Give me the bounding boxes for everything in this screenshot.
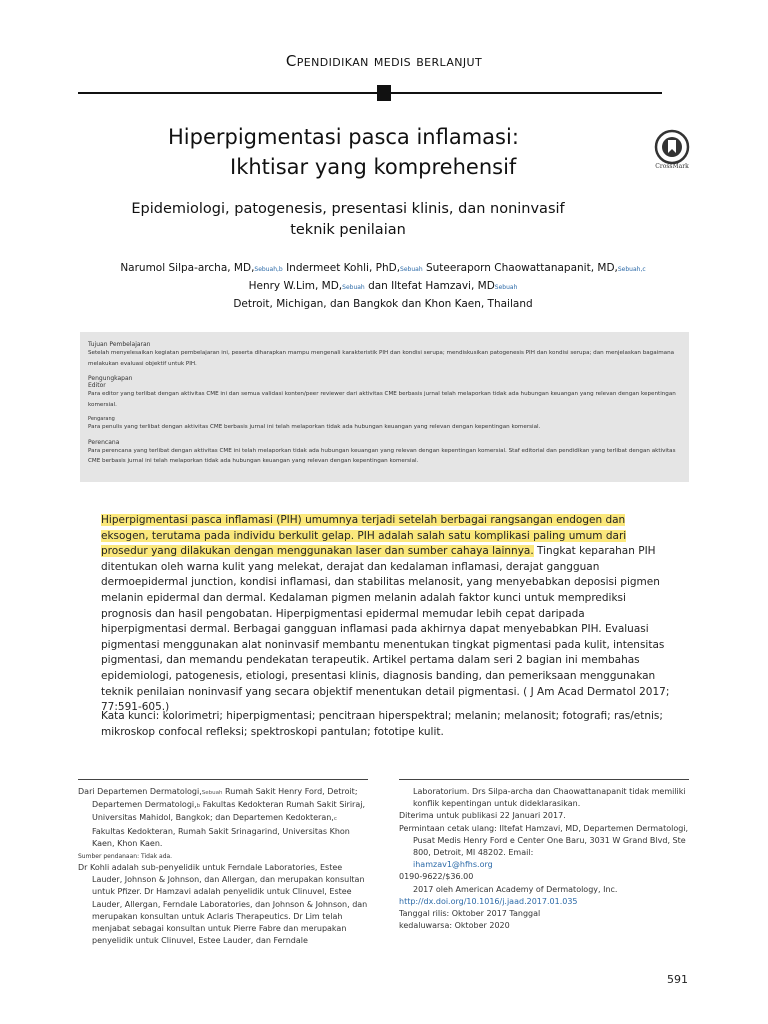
crossmark-label: CrossMark	[655, 163, 689, 170]
page-number: 591	[667, 973, 688, 986]
author-line-2	[78, 278, 688, 296]
subtitle-line-1: Epidemiologi, patogenesis, presentasi klinis, dan noninvasif	[131, 201, 565, 217]
planners-text: Para perencana yang terlibat dengan aktivitas CME ini telah melaporkan tidak ada hubungan keuangan yang relevan dengan kepentingan komersial. Staf editorial dan pendidikan yang terlibat dengan aktivitas CME berbasis jurnal ini telah melaporkan tidak ada hubungan keuangan yang relevan dengan kepentingan komersial.	[88, 447, 676, 464]
author-name: Suteeraporn Chaowattanapanit, MD,	[422, 262, 618, 274]
abstract-text: Tingkat keparahan PIH ditentukan oleh warna kulit yang melekat, derajat dan kedalaman inflamasi, derajat gangguan dermoepidermal junction, kondisi inflamasi, dan stabilitas melanosit, yang menyebabkan deposisi pigmen melanin epidermal dan dermal. Kedalaman pigmen melanin adalah faktor kunci untuk memprediksi prognosis dan hasil pengobatan. Hiperpigmentasi epidermal memudar lebih cepat daripada hiperpigmentasi dermal. Berbagai gangguan inflamasi pada akhirnya dapat menyebabkan PIH. Evaluasi pigmentasi menggunakan alat noninvasif membantu menentukan tingkat pigmentasi pada kulit, intensitas pigmentasi, dan memandu pendekatan terapeutik. Artikel pertama dalam seri 2 bagian ini membahas epidemiologi, patogenesis, etiologi, presentasi klinis, diagnosis banding, dan pemeriksaan menggunakan teknik penilaian noninvasif yang secara objektif menentukan detail pigmentasi. ( J Am Acad Dermatol 2017; 77:591-605.)	[101, 545, 670, 714]
editors-heading: Editor	[88, 382, 106, 389]
footnotes-left	[78, 786, 370, 947]
affiliation-text: Fakultas Kedokteran Rumah Sakit Siriraj, Universitas Mahidol, Bangkok; dan Departemen Kedokteran,	[92, 800, 365, 823]
author-name: dan Iltefat Hamzavi, MD	[364, 280, 495, 292]
planners-heading: Perencana	[88, 438, 120, 446]
title-line-2: Ikhtisar yang komprehensif	[230, 155, 517, 179]
header-rule	[78, 92, 662, 94]
affiliations-footnote	[78, 786, 370, 850]
abstract-highlight: Hiperpigmentasi pasca inflamasi (PIH) umumnya terjadi setelah berbagai rangsangan endogen dan eksogen, terutama pada individu berkulit gelap. PIH adalah salah satu komplikasi paling umum dari prosedur yang dilakukan dengan menggunakan laser dan sumber cahaya lainnya.	[101, 514, 627, 558]
authors-heading: Pengarang	[88, 416, 115, 422]
learning-objectives-box	[80, 332, 689, 482]
author-affiliation: Sebuah	[342, 284, 365, 291]
footnote-rule-left	[78, 779, 368, 780]
editors-text: Para editor yang terlibat dengan aktivitas CME ini dan semua validasi konten/peer reviewer dari aktivitas CME berbasis jurnal telah melaporkan tidak ada hubungan keuangan yang relevan dengan kepentingan komersial.	[88, 391, 676, 408]
affiliation-text: Fakultas Kedokteran, Rumah Sakit Srinagarind, Universitas Khon Kaen, Khon Kaen.	[92, 826, 350, 848]
author-affiliation: Sebuah	[494, 284, 518, 291]
affiliation-marker: Sebuah	[201, 790, 223, 796]
copyright: 2017 oleh American Academy of Dermatology, Inc.	[413, 884, 618, 894]
issn-price: 0190-9622/$36.00	[399, 872, 474, 882]
conflicts-continued: Laboratorium. Drs Silpa-archa dan Chaowattanapanit tidak memiliki konflik kepentingan untuk dideklarasikan.	[413, 787, 686, 809]
authors-disclosure-text: Para penulis yang terlibat dengan aktivitas CME berbasis jurnal ini telah melaporkan tidak ada hubungan keuangan yang relevan dengan kepentingan komersial.	[88, 424, 541, 430]
subtitle-line-2: teknik penilaian	[290, 222, 406, 238]
author-location: Detroit, Michigan, dan Bangkok dan Khon Kaen, Thailand	[233, 298, 533, 310]
header-rule-marker	[377, 85, 391, 101]
affiliation-text: Rumah Sakit Henry Ford, Detroit; Departemen Dermatologi,	[92, 787, 358, 810]
article-subtitle	[78, 199, 618, 241]
release-date: Tanggal rilis: Oktober 2017 Tanggal	[399, 909, 541, 919]
author-list	[78, 260, 688, 313]
affiliation-marker: c	[333, 816, 337, 823]
author-affiliation: Sebuah	[400, 266, 423, 273]
author-affiliation: Sebuah,c	[617, 266, 646, 273]
keywords: Kata kunci: kolorimetri; hiperpigmentasi; pencitraan hiperspektral; melanin; melanosit; fotografi; ras/etnis; mikroskop confocal refleksi; spektroskopi pantulan; fototipe kulit.	[101, 710, 663, 738]
received-date: Diterima untuk publikasi 22 Januari 2017.	[399, 811, 566, 821]
article-title	[90, 122, 650, 182]
author-name: Henry W.Lim, MD,	[248, 280, 343, 292]
author-line-1	[78, 260, 688, 278]
disclosure-heading: Pengungkapan	[88, 375, 133, 382]
author-name: Narumol Silpa-archa, MD,	[120, 262, 255, 274]
email-link[interactable]: ihamzav1@hfhs.org	[413, 860, 493, 870]
expiration-date: kedaluwarsa: Oktober 2020	[399, 921, 510, 931]
objectives-text: Setelah menyelesaikan kegiatan pembelajaran ini, peserta diharapkan mampu mengenali karakteristik PIH dan kondisi serupa; mendiskusikan patogenesis PIH dan kondisi serupa; dan menjelaskan bagaimana melakukan evaluasi objektif untuk PIH.	[88, 350, 675, 367]
funding-footnote: Sumber pendanaan: Tidak ada.	[78, 853, 173, 861]
objectives-heading: Tujuan Pembelajaran	[88, 341, 151, 348]
reprint-request: Permintaan cetak ulang: Iltefat Hamzavi, MD, Departemen Dermatologi, Pusat Medis Henry Ford e Center One Baru, 3031 W Grand Blvd, Ste 800, Detroit, MI 48202. Email:	[399, 823, 689, 858]
section-heading: Cpendidikan medis berlanjut	[285, 52, 483, 70]
affiliation-marker: b	[196, 803, 201, 810]
author-name: Indermeet Kohli, PhD,	[282, 262, 401, 274]
crossmark-icon[interactable]	[654, 129, 690, 165]
abstract	[101, 513, 673, 716]
affiliation-text: Dari Departemen Dermatologi,	[78, 787, 202, 796]
doi-link[interactable]: http://dx.doi.org/10.1016/j.jaad.2017.01.035	[399, 896, 578, 906]
author-affiliation: Sebuah,b	[254, 266, 283, 273]
footnotes-right	[399, 786, 691, 932]
footnote-rule-right	[399, 779, 689, 780]
title-line-1: Hiperpigmentasi pasca inflamasi:	[168, 125, 519, 149]
conflicts-footnote: Dr Kohli adalah sub-penyelidik untuk Ferndale Laboratories, Estee Lauder, Johnson & Johnson, dan Allergan, dan merupakan konsultan untuk Pfizer. Dr Hamzavi adalah penyelidik untuk Clinuvel, Estee Lauder, Allergan, Ferndale Laboratories, dan Johnson & Johnson, dan merupakan konsultan untuk Aclaris Therapeutics. Dr Lim telah menjabat sebagai konsultan untuk Pierre Fabre dan merupakan penyelidik untuk Clinuvel, Estee Lauder, dan Ferndale	[78, 863, 368, 946]
